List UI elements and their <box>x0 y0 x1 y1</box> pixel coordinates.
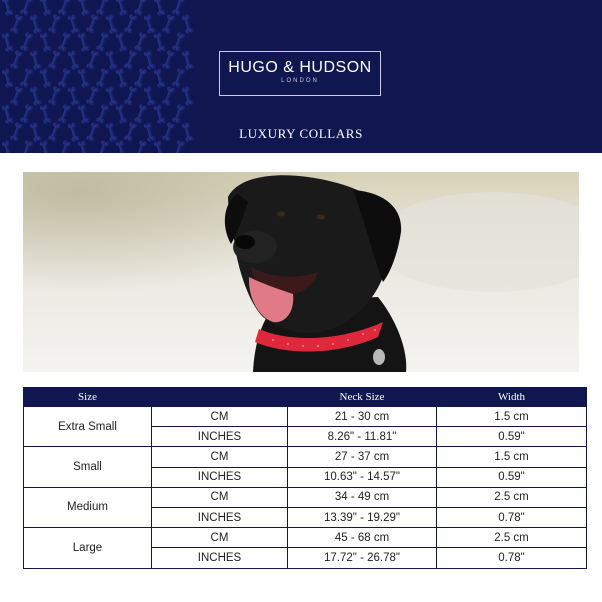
bone-icon <box>58 104 73 125</box>
table-row <box>24 528 587 548</box>
bone-icon <box>124 86 139 107</box>
width-cell: 0.59" <box>437 427 587 447</box>
width-cell: 1.5 cm <box>437 447 587 467</box>
bone-icon <box>181 14 194 34</box>
bone-icon <box>153 104 166 124</box>
bone-icon <box>172 104 187 125</box>
width-cell: 2.5 cm <box>437 487 587 507</box>
bone-icon <box>153 32 166 52</box>
bone-icon <box>1 0 14 16</box>
bone-icon <box>96 0 111 16</box>
unit-cell: INCHES <box>152 548 288 568</box>
bone-icon <box>48 86 63 107</box>
bone-icon <box>1 68 14 88</box>
table-row <box>24 447 587 467</box>
bone-icon <box>105 50 118 70</box>
bone-icon <box>86 86 101 107</box>
bone-icon <box>67 86 80 106</box>
bone-icon <box>77 68 90 88</box>
bone-icon <box>96 104 111 125</box>
bone-icon <box>39 32 52 52</box>
bone-icon <box>124 50 139 71</box>
bone-icon <box>124 14 139 35</box>
bone-icon <box>134 68 149 89</box>
page-title: LUXURY COLLARS <box>239 126 363 141</box>
unit-cell: INCHES <box>152 427 288 447</box>
neck-cell: 8.26" - 11.81" <box>288 427 437 447</box>
width-cell: 0.78" <box>437 507 587 527</box>
table-row <box>24 487 587 507</box>
bone-icon <box>115 104 128 124</box>
bone-icon <box>181 50 194 70</box>
unit-cell: CM <box>152 447 288 467</box>
bone-icon <box>105 14 118 34</box>
size-chart-table <box>23 387 587 569</box>
bone-icon <box>48 50 63 71</box>
bone-icon <box>29 14 42 34</box>
size-label: Large <box>24 528 152 568</box>
unit-cell: CM <box>152 528 288 548</box>
size-label: Extra Small <box>24 407 152 447</box>
width-cell: 0.59" <box>437 467 587 487</box>
bone-icon <box>58 32 73 53</box>
bone-icon <box>162 14 177 35</box>
table-row <box>24 407 587 427</box>
bone-icon <box>143 14 156 34</box>
bone-icon <box>162 86 177 107</box>
bone-icon <box>29 86 42 106</box>
neck-cell: 21 - 30 cm <box>288 407 437 427</box>
neck-cell: 13.39" - 19.29" <box>288 507 437 527</box>
bone-icon <box>143 86 156 106</box>
width-cell: 1.5 cm <box>437 407 587 427</box>
bone-icon <box>1 104 14 124</box>
header-banner <box>0 0 602 153</box>
bone-icon <box>48 14 63 35</box>
bone-icon <box>58 68 73 89</box>
bone-icon <box>67 50 80 70</box>
unit-cell: INCHES <box>152 507 288 527</box>
bone-icon <box>115 32 128 52</box>
bone-icon <box>172 68 187 89</box>
bone-icon <box>10 86 25 107</box>
bone-icon <box>10 50 25 71</box>
bone-icon <box>67 14 80 34</box>
brand-sub: LONDON <box>281 78 319 84</box>
header-unit <box>152 388 288 407</box>
header-neck-size: Neck Size <box>288 388 437 407</box>
bone-icon <box>172 0 187 16</box>
width-cell: 2.5 cm <box>437 528 587 548</box>
bone-icon <box>96 68 111 89</box>
dog-photo <box>23 172 579 372</box>
unit-cell: INCHES <box>152 467 288 487</box>
bone-icon <box>181 86 194 106</box>
bone-icon <box>115 68 128 88</box>
neck-cell: 45 - 68 cm <box>288 528 437 548</box>
bone-icon <box>20 32 35 53</box>
neck-cell: 10.63" - 14.57" <box>288 467 437 487</box>
bone-icon <box>153 0 166 16</box>
neck-cell: 17.72" - 26.78" <box>288 548 437 568</box>
bone-icon <box>153 68 166 88</box>
bone-icon <box>39 0 52 16</box>
unit-cell: CM <box>152 487 288 507</box>
bone-icon <box>86 50 101 71</box>
size-label: Medium <box>24 487 152 527</box>
bone-icon <box>115 0 128 16</box>
bone-icon <box>162 50 177 71</box>
neck-cell: 34 - 49 cm <box>288 487 437 507</box>
bone-icon <box>143 50 156 70</box>
table-header-row <box>24 388 587 407</box>
bone-icon <box>29 50 42 70</box>
size-label: Small <box>24 447 152 487</box>
bone-icon <box>20 68 35 89</box>
bone-icon <box>134 0 149 16</box>
bone-icon <box>20 0 35 16</box>
bone-icon <box>39 104 52 124</box>
bone-icon <box>77 0 90 16</box>
bone-icon <box>105 86 118 106</box>
bone-icon <box>20 104 35 125</box>
bone-icon <box>77 104 90 124</box>
bone-icon <box>172 32 187 53</box>
bone-icon <box>134 32 149 53</box>
bone-icon <box>134 104 149 125</box>
header-width: Width <box>437 388 587 407</box>
bone-icon <box>86 14 101 35</box>
bone-icon <box>58 0 73 16</box>
unit-cell: CM <box>152 407 288 427</box>
brand-logo[interactable] <box>219 51 381 96</box>
bone-icon <box>1 32 14 52</box>
brand-name: HUGO & HUDSON <box>228 59 372 76</box>
bone-icon <box>77 32 90 52</box>
bone-icon <box>39 68 52 88</box>
neck-cell: 27 - 37 cm <box>288 447 437 467</box>
bone-icon <box>10 14 25 35</box>
width-cell: 0.78" <box>437 548 587 568</box>
header-size: Size <box>24 388 152 407</box>
bone-icon <box>96 32 111 53</box>
